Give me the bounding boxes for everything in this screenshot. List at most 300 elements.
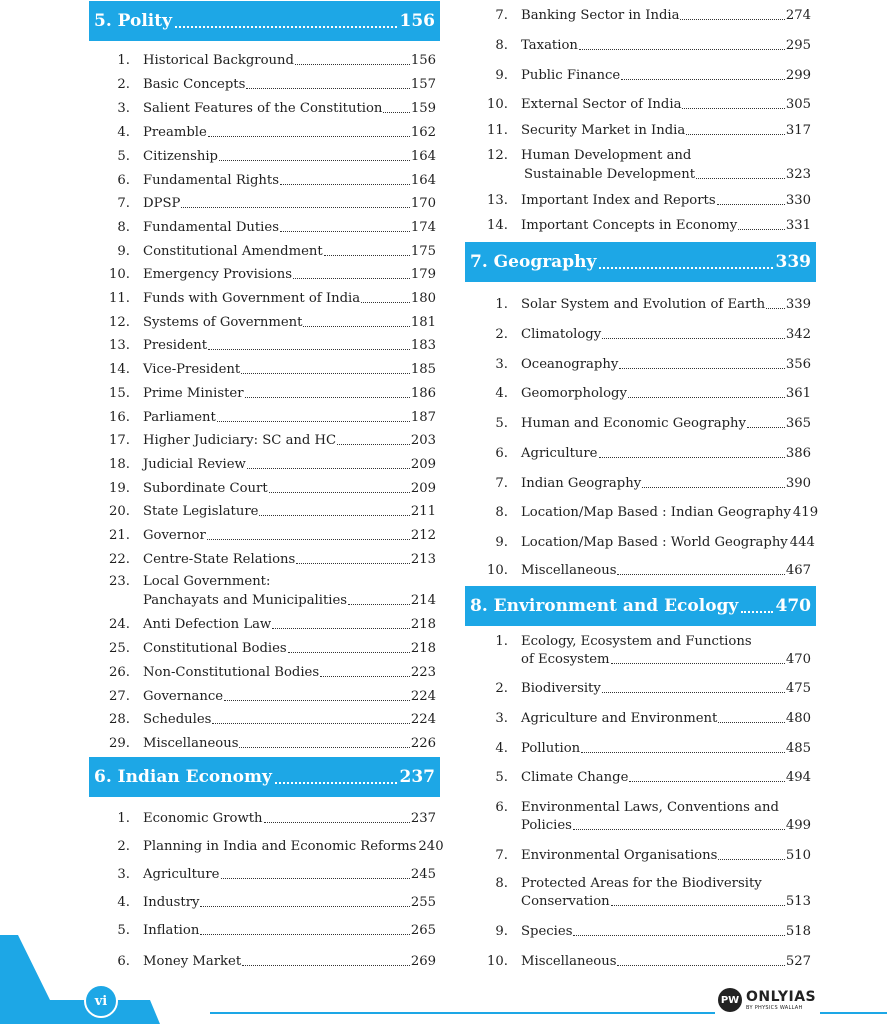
entry-page: 265 (410, 923, 436, 938)
entry-page: 185 (410, 362, 436, 377)
toc-entry (88, 243, 436, 261)
entry-page: 342 (785, 327, 811, 342)
dot-leader (383, 112, 409, 113)
dot-leader (200, 934, 410, 935)
section-header-environment (465, 586, 816, 626)
dot-leader (219, 160, 410, 161)
section-title: 6. Indian Economy (94, 767, 272, 787)
toc-entry (466, 96, 811, 114)
toc-entry (466, 847, 811, 865)
toc-entry (88, 480, 436, 498)
toc-entry (88, 337, 436, 355)
entry-number: 10. (109, 267, 130, 282)
entry-number: 7. (495, 476, 508, 491)
dot-leader (272, 628, 410, 629)
entry-number: 4. (117, 895, 130, 910)
entry-page: 419 (792, 505, 819, 520)
entry-title: Higher Judiciary: SC and HC (143, 433, 337, 448)
dot-leader (741, 610, 772, 613)
entry-page: 361 (785, 386, 811, 401)
entry-page: 212 (410, 528, 436, 543)
section-header-economy (89, 757, 440, 797)
entry-page: 218 (410, 641, 436, 656)
entry-title: Pollution (521, 741, 581, 756)
toc-entry (88, 124, 436, 142)
entry-page: 164 (410, 173, 436, 188)
toc-entry (88, 290, 436, 308)
entry-page: 183 (410, 338, 436, 353)
entry-page: 162 (410, 125, 436, 140)
dot-leader (680, 19, 784, 20)
entry-title: Conservation (521, 894, 610, 909)
dot-leader (247, 468, 410, 469)
entry-title: President (143, 338, 208, 353)
toc-entry (466, 923, 811, 941)
entry-title: Non-Constitutional Bodies (143, 665, 320, 680)
entry-number: 9. (495, 68, 508, 83)
dot-leader (280, 231, 410, 232)
entry-number: 3. (495, 357, 508, 372)
entry-title: Human and Economic Geography (521, 416, 746, 431)
toc-entry (466, 680, 811, 698)
entry-number: 20. (109, 504, 130, 519)
toc-entry (466, 7, 811, 25)
entry-title: Climatology (521, 327, 602, 342)
entry-number: 28. (109, 712, 130, 727)
entry-title: External Sector of India (521, 97, 682, 112)
toc-entry (466, 37, 811, 55)
dot-leader (246, 88, 409, 89)
toc-entry (88, 409, 436, 427)
entry-title-line1: Human Development and (521, 148, 692, 163)
entry-page: 274 (785, 8, 811, 23)
dot-leader (361, 302, 410, 303)
entry-number: 2. (117, 839, 130, 854)
toc-entry (466, 67, 811, 85)
entry-number: 2. (117, 77, 130, 92)
toc-entry (466, 740, 811, 758)
entry-page: 164 (410, 149, 436, 164)
toc-entry (88, 866, 436, 884)
toc-entry (466, 217, 811, 235)
dot-leader (579, 49, 785, 50)
entry-title: Salient Features of the Constitution (143, 101, 383, 116)
dot-leader (611, 663, 785, 664)
entry-title: Important Concepts in Economy (521, 218, 738, 233)
entry-number: 3. (495, 711, 508, 726)
entry-page: 331 (785, 218, 811, 233)
entry-page: 518 (785, 924, 811, 939)
entry-number: 8. (495, 505, 508, 520)
entry-page: 390 (785, 476, 811, 491)
entry-title: Governance (143, 689, 224, 704)
dot-leader (617, 574, 784, 575)
entry-page: 209 (410, 457, 436, 472)
dot-leader (303, 326, 409, 327)
entry-title: Fundamental Rights (143, 173, 279, 188)
toc-entry (88, 314, 436, 332)
entry-title: Constitutional Bodies (143, 641, 287, 656)
toc-entry (88, 664, 436, 682)
entry-number: 14. (487, 218, 508, 233)
entry-number: 1. (495, 634, 508, 649)
entry-number: 9. (495, 924, 508, 939)
entry-number: 19. (109, 481, 130, 496)
toc-entry (88, 735, 436, 753)
toc-entry (466, 122, 811, 140)
entry-number: 12. (487, 148, 508, 163)
toc-entry (88, 52, 436, 70)
dot-leader (217, 421, 410, 422)
entry-number: 26. (109, 665, 130, 680)
entry-page: 356 (785, 357, 811, 372)
dot-leader (269, 492, 410, 493)
dot-leader (275, 781, 397, 784)
toc-entry (466, 875, 811, 911)
toc-entry (466, 799, 811, 835)
entry-title: Preamble (143, 125, 207, 140)
entry-title: Systems of Government (143, 315, 303, 330)
entry-title: Agriculture (143, 867, 220, 882)
footer-rule (210, 1012, 715, 1014)
toc-entry (88, 503, 436, 521)
toc-entry (88, 76, 436, 94)
entry-number: 14. (109, 362, 130, 377)
dot-leader (320, 676, 410, 677)
entry-page: 317 (785, 123, 811, 138)
entry-number: 8. (495, 876, 508, 891)
toc-entry (466, 296, 811, 314)
toc-entry (88, 640, 436, 658)
entry-title: Agriculture (521, 446, 598, 461)
entry-page: 226 (410, 736, 436, 751)
dot-leader (224, 700, 410, 701)
entry-page: 305 (785, 97, 811, 112)
entry-title: Governor (143, 528, 206, 543)
entry-number: 5. (117, 149, 130, 164)
toc-entry (466, 562, 811, 580)
entry-page: 527 (785, 954, 811, 969)
toc-entry (466, 326, 811, 344)
entry-title: Historical Background (143, 53, 294, 68)
dot-leader (602, 692, 785, 693)
entry-page: 179 (410, 267, 436, 282)
entry-number: 5. (495, 416, 508, 431)
entry-title: Species (521, 924, 573, 939)
toc-entry (466, 475, 811, 493)
entry-page: 299 (785, 68, 811, 83)
entry-number: 13. (487, 193, 508, 208)
entry-title: Subordinate Court (143, 481, 268, 496)
entry-page: 180 (410, 291, 436, 306)
entry-number: 1. (117, 53, 130, 68)
entry-title: Biodiversity (521, 681, 601, 696)
onlyias-logo (718, 988, 816, 1012)
entry-number: 12. (109, 315, 130, 330)
dot-leader (280, 184, 410, 185)
dot-leader (241, 373, 410, 374)
entry-number: 4. (117, 125, 130, 140)
entry-number: 7. (495, 8, 508, 23)
entry-page: 223 (410, 665, 436, 680)
toc-entry (466, 534, 815, 552)
dot-leader (259, 515, 409, 516)
entry-number: 21. (109, 528, 130, 543)
toc-entry (88, 551, 436, 569)
entry-page: 175 (410, 244, 436, 259)
entry-title: Public Finance (521, 68, 621, 83)
entry-title: Geomorphology (521, 386, 627, 401)
toc-entry (88, 385, 436, 403)
entry-page: 510 (785, 848, 811, 863)
entry-number: 6. (495, 800, 508, 815)
toc-entry (88, 810, 436, 828)
entry-title: Location/Map Based : World Geography (521, 535, 788, 550)
entry-title: Parliament (143, 410, 216, 425)
toc-entry (466, 147, 811, 184)
dot-leader (264, 822, 410, 823)
entry-page: 209 (410, 481, 436, 496)
entry-page: 330 (785, 193, 811, 208)
entry-title-line1: Protected Areas for the Biodiversity (521, 876, 762, 891)
section-header-geography (465, 242, 816, 282)
toc-entry (466, 415, 811, 433)
pw-logo-icon: PW (718, 988, 742, 1012)
toc-entry (466, 385, 811, 403)
page-number: vi (84, 984, 118, 1018)
dot-leader (207, 539, 410, 540)
entry-title: Climate Change (521, 770, 629, 785)
entry-number: 8. (117, 220, 130, 235)
entry-number: 23. (109, 574, 130, 589)
entry-number: 6. (495, 446, 508, 461)
entry-number: 8. (495, 38, 508, 53)
toc-entry (466, 192, 811, 210)
dot-leader (629, 781, 784, 782)
dot-leader (239, 747, 409, 748)
entry-title: Panchayats and Municipalities (143, 593, 348, 608)
toc-entry (466, 953, 811, 971)
dot-leader (212, 723, 409, 724)
entry-number: 10. (487, 954, 508, 969)
entry-page: 255 (410, 895, 436, 910)
toc-entry (466, 633, 811, 669)
entry-page: 485 (785, 741, 811, 756)
dot-leader (181, 207, 409, 208)
entry-title: Planning in India and Economic Reforms (143, 839, 417, 854)
dot-leader (621, 79, 785, 80)
entry-page: 170 (410, 196, 436, 211)
entry-number: 4. (495, 386, 508, 401)
entry-number: 10. (487, 563, 508, 578)
entry-number: 29. (109, 736, 130, 751)
toc-entry (88, 172, 436, 190)
section-title: 8. Environment and Ecology (470, 596, 739, 616)
entry-page: 513 (785, 894, 811, 909)
entry-number: 11. (109, 291, 130, 306)
dot-leader (611, 905, 785, 906)
section-page: 156 (399, 11, 435, 31)
dot-leader (599, 266, 772, 269)
entry-title: Miscellaneous (521, 563, 617, 578)
section-header-polity (89, 1, 440, 41)
toc-entry (88, 573, 436, 610)
entry-title: Industry (143, 895, 200, 910)
entry-number: 11. (487, 123, 508, 138)
toc-entry (88, 432, 436, 450)
toc-entry (466, 710, 811, 728)
entry-title: Important Index and Reports (521, 193, 716, 208)
entry-number: 18. (109, 457, 130, 472)
entry-page: 187 (410, 410, 436, 425)
entry-title: Judicial Review (143, 457, 246, 472)
entry-title: State Legislature (143, 504, 259, 519)
entry-title: Sustainable Development (524, 167, 696, 182)
entry-number: 17. (109, 433, 130, 448)
entry-title: Constitutional Amendment (143, 244, 323, 259)
toc-entry (88, 894, 436, 912)
entry-number: 4. (495, 741, 508, 756)
entry-number: 13. (109, 338, 130, 353)
entry-page: 339 (785, 297, 811, 312)
entry-number: 2. (495, 327, 508, 342)
entry-page: 386 (785, 446, 811, 461)
dot-leader (293, 278, 410, 279)
entry-number: 27. (109, 689, 130, 704)
entry-page: 470 (785, 652, 811, 667)
entry-page: 203 (410, 433, 436, 448)
entry-number: 7. (117, 196, 130, 211)
entry-page: 295 (785, 38, 811, 53)
entry-number: 3. (117, 867, 130, 882)
entry-title: Schedules (143, 712, 212, 727)
dot-leader (295, 64, 410, 65)
toc-entry (88, 361, 436, 379)
toc-entry (88, 838, 444, 856)
entry-page: 323 (785, 167, 811, 182)
entry-number: 5. (495, 770, 508, 785)
toc-entry (88, 148, 436, 166)
dot-leader (573, 935, 784, 936)
entry-title: Policies (521, 818, 572, 833)
entry-title: Miscellaneous (521, 954, 617, 969)
section-page: 470 (775, 596, 811, 616)
entry-title: Agriculture and Environment (521, 711, 718, 726)
entry-page: 480 (785, 711, 811, 726)
entry-title: Funds with Government of India (143, 291, 361, 306)
entry-page: 237 (410, 811, 436, 826)
dot-leader (617, 965, 784, 966)
entry-title: Indian Geography (521, 476, 642, 491)
entry-number: 5. (117, 923, 130, 938)
section-page: 237 (399, 767, 435, 787)
entry-title: Money Market (143, 954, 242, 969)
entry-title: Prime Minister (143, 386, 244, 401)
entry-title: Taxation (521, 38, 578, 53)
toc-entry (88, 711, 436, 729)
dot-leader (682, 108, 784, 109)
entry-page: 211 (410, 504, 436, 519)
entry-page: 156 (410, 53, 436, 68)
logo-subtext: BY PHYSICS WALLAH (746, 1004, 803, 1011)
section-title: 7. Geography (470, 252, 597, 272)
entry-title: Vice-President (143, 362, 241, 377)
dot-leader (175, 25, 397, 28)
dot-leader (619, 368, 785, 369)
toc-entry (88, 195, 436, 213)
entry-page: 214 (410, 593, 436, 608)
entry-page: 365 (785, 416, 811, 431)
entry-number: 22. (109, 552, 130, 567)
entry-number: 15. (109, 386, 130, 401)
dot-leader (208, 136, 410, 137)
entry-title-line1: Local Government: (143, 574, 271, 589)
entry-title-line1: Environmental Laws, Conventions and (521, 800, 779, 815)
section-title: 5. Polity (94, 11, 172, 31)
corner-decoration (0, 935, 160, 1024)
entry-page: 186 (410, 386, 436, 401)
dot-leader (242, 965, 410, 966)
entry-title: Centre-State Relations (143, 552, 296, 567)
dot-leader (573, 829, 785, 830)
entry-title: Basic Concepts (143, 77, 246, 92)
entry-page: 444 (789, 535, 815, 550)
entry-page: 224 (410, 689, 436, 704)
entry-title-line1: Ecology, Ecosystem and Functions (521, 634, 752, 649)
dot-leader (599, 457, 785, 458)
entry-number: 6. (117, 954, 130, 969)
toc-entry (88, 688, 436, 706)
section-page: 339 (775, 252, 811, 272)
entry-number: 10. (487, 97, 508, 112)
toc-entry (88, 219, 436, 237)
entry-page: 245 (410, 867, 436, 882)
entry-page: 213 (410, 552, 436, 567)
entry-number: 2. (495, 681, 508, 696)
dot-leader (348, 604, 410, 605)
entry-number: 6. (117, 173, 130, 188)
footer-rule-right (820, 1012, 887, 1014)
entry-number: 1. (495, 297, 508, 312)
dot-leader (696, 178, 785, 179)
dot-leader (718, 722, 785, 723)
entry-page: 181 (410, 315, 436, 330)
dot-leader (245, 397, 410, 398)
dot-leader (602, 338, 785, 339)
dot-leader (717, 204, 785, 205)
entry-page: 174 (410, 220, 436, 235)
toc-entry (88, 616, 436, 634)
entry-title: Oceanography (521, 357, 619, 372)
entry-number: 16. (109, 410, 130, 425)
entry-title: DPSP (143, 196, 181, 211)
entry-title: Anti Defection Law (143, 617, 272, 632)
entry-number: 7. (495, 848, 508, 863)
entry-page: 269 (410, 954, 436, 969)
dot-leader (686, 134, 785, 135)
entry-title: Miscellaneous (143, 736, 239, 751)
dot-leader (288, 652, 410, 653)
entry-number: 1. (117, 811, 130, 826)
entry-title: of Ecosystem (521, 652, 610, 667)
entry-number: 3. (117, 101, 130, 116)
toc-entry (466, 769, 811, 787)
toc-entry (88, 527, 436, 545)
entry-page: 224 (410, 712, 436, 727)
dot-leader (208, 349, 410, 350)
toc-entry (88, 456, 436, 474)
entry-page: 157 (410, 77, 436, 92)
